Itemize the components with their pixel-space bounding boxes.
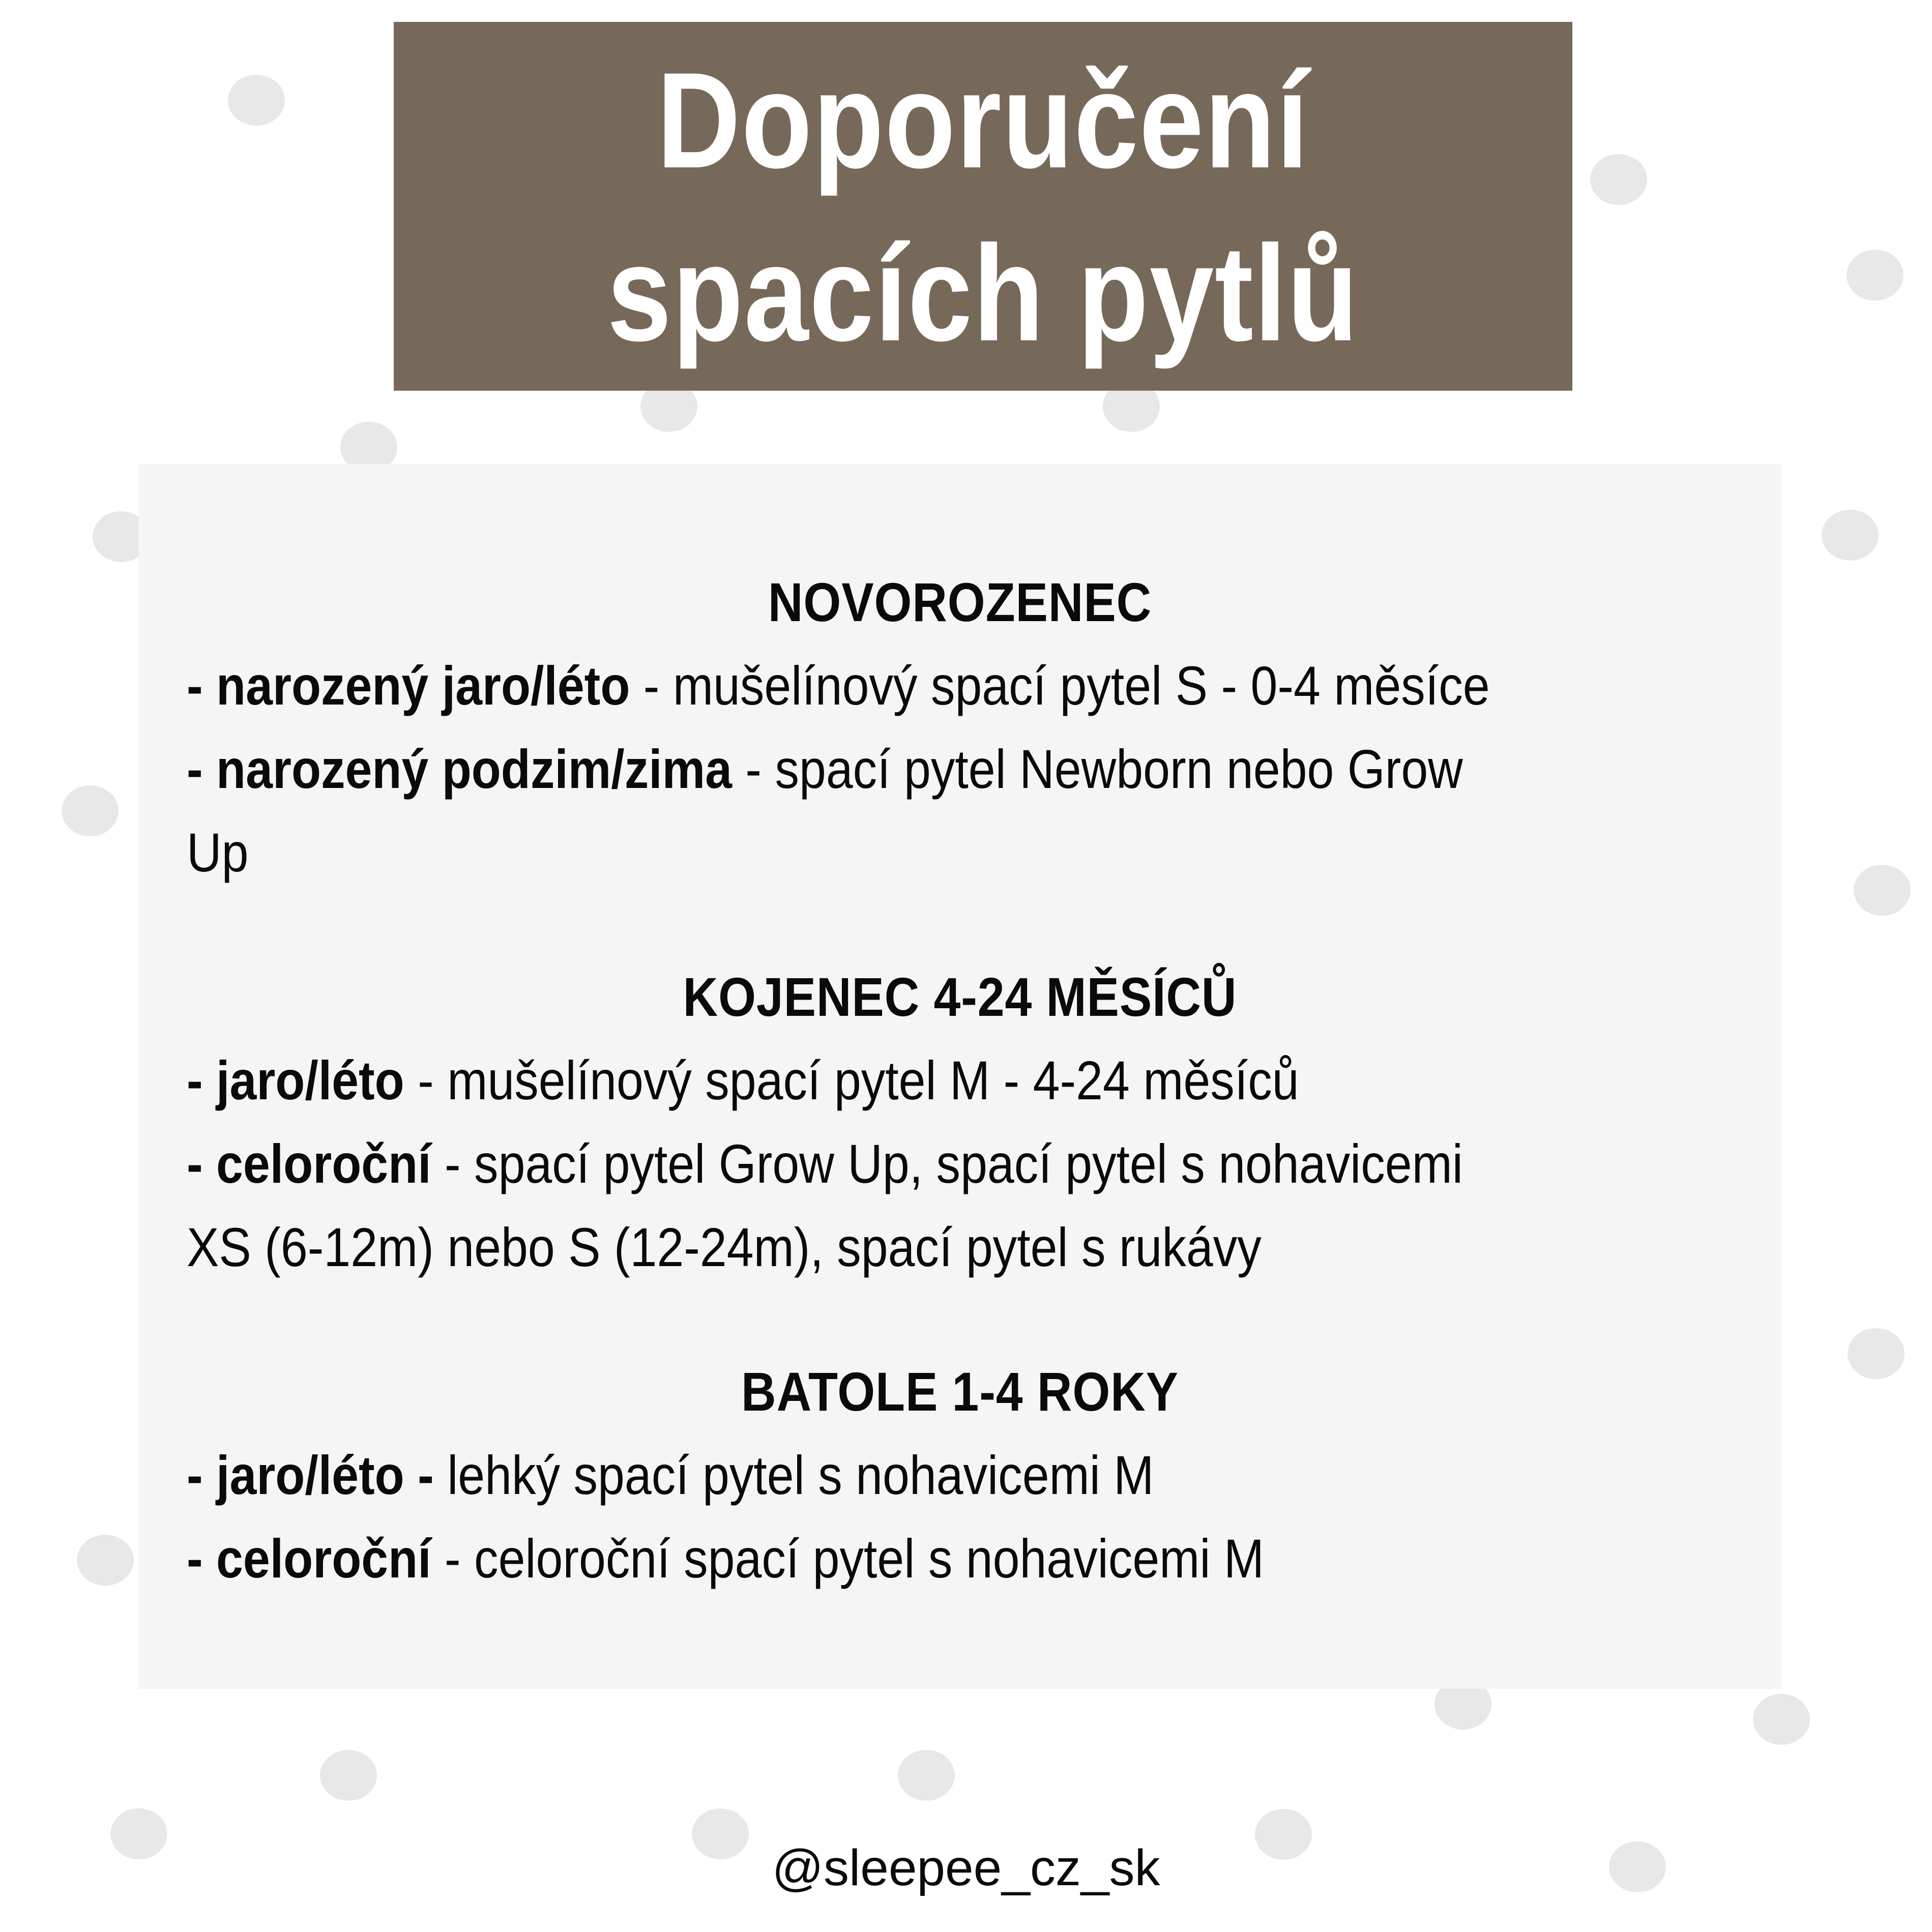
polka-dot (62, 785, 119, 836)
title-line-2: spacích pytlů (607, 216, 1359, 369)
line-rest-text: XS (6-12m) nebo S (12-24m), spací pytel s rukávy (187, 1216, 1262, 1278)
recommendation-line (187, 1039, 1547, 1122)
line-bold-text: - narozený podzim/zima (187, 738, 732, 800)
polka-dot (898, 1750, 955, 1801)
section-novorozenec (187, 561, 1733, 894)
polka-dot (1822, 510, 1879, 561)
line-rest-text: - spací pytel Grow Up, spací pytel s nohavicemi (431, 1133, 1463, 1194)
polka-dot (1753, 1694, 1810, 1745)
polka-dot (77, 1535, 134, 1586)
recommendation-line (187, 727, 1547, 811)
instagram-handle: @sleepee_cz_sk (772, 1839, 1160, 1896)
section-heading: NOVOROZENEC (768, 571, 1152, 633)
polka-dot (1590, 154, 1647, 205)
section-kojenec (187, 955, 1733, 1289)
recommendation-line (187, 1517, 1547, 1600)
polka-dot (1848, 1328, 1905, 1379)
polka-dot (1854, 865, 1911, 916)
line-rest-text: - mušelínový spací pytel M - 4-24 měsíců (404, 1049, 1299, 1111)
recommendation-line (187, 1122, 1547, 1206)
section-heading: KOJENEC 4-24 MĚSÍCŮ (683, 966, 1237, 1028)
line-bold-text: - jaro/léto (187, 1049, 404, 1111)
recommendation-line (187, 644, 1547, 727)
polka-dot (228, 75, 285, 126)
line-rest-text: - celoroční spací pytel s nohavicemi M (431, 1528, 1265, 1589)
polka-dot (320, 1750, 377, 1801)
line-rest-text: Up (187, 822, 249, 883)
line-rest-text: lehký spací pytel s nohavicemi M (433, 1444, 1154, 1506)
line-bold-text: - narozený jaro/léto (187, 655, 630, 716)
title-banner (394, 22, 1572, 391)
polka-dot (1847, 250, 1904, 301)
recommendation-line (187, 1433, 1547, 1517)
recommendation-line (187, 1206, 1547, 1289)
line-bold-text: - celoroční (187, 1528, 431, 1589)
line-rest-text: - spací pytel Newborn nebo Grow (731, 738, 1463, 800)
section-heading: BATOLE 1-4 ROKY (741, 1361, 1179, 1422)
section-batole (187, 1350, 1733, 1600)
line-bold-text: - celoroční (187, 1133, 431, 1194)
line-rest-text: - mušelínový spací pytel S - 0-4 měsíce (630, 655, 1490, 716)
line-bold-text: - jaro/léto - (187, 1444, 434, 1506)
title-line-1: Doporučení (657, 43, 1309, 196)
recommendation-line (187, 811, 1547, 894)
content-panel (138, 464, 1781, 1689)
